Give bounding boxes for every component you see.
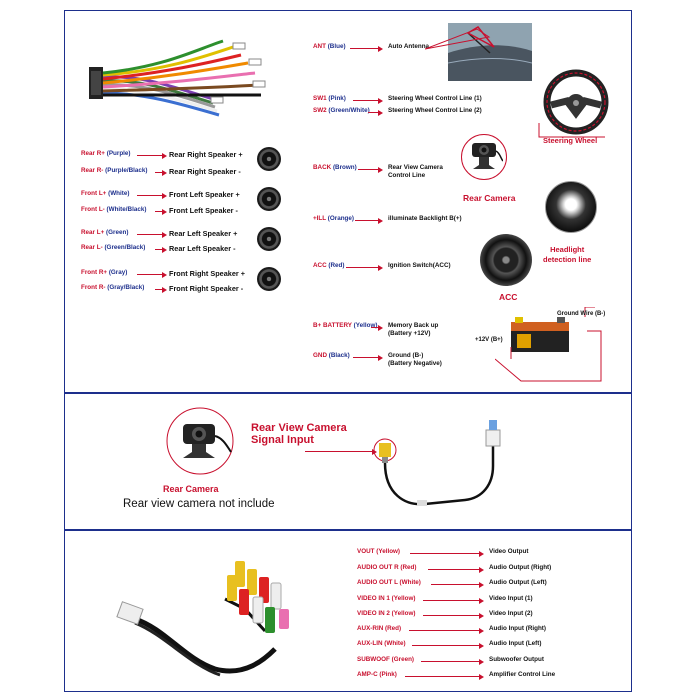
rca-wire-name: AUDIO OUT R (Red) <box>357 564 417 571</box>
rca-wire-function: Audio Output (Left) <box>489 579 547 586</box>
speaker-function: Rear Left Speaker + <box>169 229 238 238</box>
headlight-caption-line2: detection line <box>543 255 592 264</box>
rca-wire-name: AUX-LIN (White) <box>357 640 406 647</box>
rca-wire-function: Audio Input (Left) <box>489 640 542 647</box>
wire-name: ACC <box>313 262 327 269</box>
speaker-function: Rear Right Speaker - <box>169 167 241 176</box>
rca-wire-name: VIDEO IN 1 (Yellow) <box>357 595 416 602</box>
wire-name: SW2 <box>313 107 327 114</box>
camera-input-panel <box>64 393 632 530</box>
wire-function: illuminate Backlight B(+) <box>388 215 462 222</box>
wire-color: (Blue) <box>327 43 346 50</box>
wire-color: (Green/White) <box>328 107 370 114</box>
signal-title-line1: Rear View Camera <box>251 422 347 434</box>
wire-color: (Black) <box>328 352 350 359</box>
rca-harness-panel <box>64 530 632 692</box>
wire-color: (Purple/Black) <box>105 167 148 174</box>
wire-name: B+ BATTERY <box>313 322 352 329</box>
wire-function: Memory Back up <box>388 322 439 329</box>
rca-wire-name: AMP-C (Pink) <box>357 671 397 678</box>
rca-wire-name: AUDIO OUT L (White) <box>357 579 421 586</box>
antenna-pointer <box>425 25 495 55</box>
camera-cable-image <box>365 414 515 524</box>
rca-wire-function: Subwoofer Output <box>489 656 544 663</box>
wire-color: (Gray) <box>108 269 128 276</box>
wire-function-line2: (Battery Negative) <box>388 360 442 367</box>
rca-wire-function: Amplifier Control Line <box>489 671 556 678</box>
rca-wire-function: Video Output <box>489 548 529 555</box>
wire-function: Rear View Camera <box>388 164 443 171</box>
main-harness-image <box>83 37 283 127</box>
steering-wheel-caption: Steering Wheel <box>543 136 598 145</box>
wire-color: (Green) <box>106 229 129 236</box>
wire-color: (Pink) <box>328 95 346 102</box>
rca-wire-name: VOUT (Yellow) <box>357 548 401 555</box>
wire-color: (Orange) <box>327 215 355 222</box>
wire-name: Rear R- <box>81 167 104 174</box>
wire-color: (Brown) <box>332 164 357 171</box>
wire-name: +ILL <box>313 215 327 222</box>
rca-wire-function: Video Input (1) <box>489 595 533 602</box>
acc-caption: ACC <box>499 292 518 302</box>
wire-name: BACK <box>313 164 332 171</box>
rca-wire-function: Audio Input (Right) <box>489 625 547 632</box>
rca-harness-image <box>95 539 315 689</box>
wire-name: Front R- <box>81 284 106 291</box>
speaker-icon <box>257 147 281 171</box>
camera-note: Rear view camera not include <box>123 498 275 510</box>
speaker-function: Front Left Speaker + <box>169 190 240 199</box>
wire-color: (Green/Black) <box>104 244 146 251</box>
wire-name: GND <box>313 352 327 359</box>
wire-function: Steering Wheel Control Line (1) <box>388 95 482 102</box>
rear-camera-icon <box>467 139 503 173</box>
speaker-function: Front Right Speaker - <box>169 284 244 293</box>
wire-function: Ignition Switch(ACC) <box>388 262 451 269</box>
wire-function: Ground (B-) <box>388 352 424 359</box>
wire-color: (Red) <box>328 262 345 269</box>
wire-name: ANT <box>313 43 326 50</box>
rear-camera-icon <box>165 406 235 476</box>
speaker-function: Front Right Speaker + <box>169 269 246 278</box>
power-speaker-harness-panel <box>64 10 632 393</box>
rca-wire-function: Video Input (2) <box>489 610 533 617</box>
wire-name: Front R+ <box>81 269 108 276</box>
signal-title-line2: Signal Input <box>251 434 314 446</box>
wire-color: (Gray/Black) <box>107 284 145 291</box>
wire-name: Rear L- <box>81 244 103 251</box>
speaker-function: Rear Right Speaker + <box>169 150 243 159</box>
wire-function-line2: (Battery +12V) <box>388 330 431 337</box>
wire-function-line2: Control Line <box>388 172 426 179</box>
wire-function: Auto Antenna <box>388 43 430 50</box>
headlight-caption <box>543 245 591 265</box>
speaker-icon <box>257 267 281 291</box>
speaker-icon <box>257 227 281 251</box>
battery-wiring <box>495 307 605 387</box>
wire-name: Front L+ <box>81 190 107 197</box>
wire-name: Front L- <box>81 206 105 213</box>
rca-wire-name: VIDEO IN 2 (Yellow) <box>357 610 416 617</box>
wire-color: (White) <box>108 190 130 197</box>
rca-wire-name: SUBWOOF (Green) <box>357 656 415 663</box>
speaker-function: Rear Left Speaker - <box>169 244 236 253</box>
rear-camera-caption: Rear Camera <box>463 193 516 203</box>
headlight-image <box>545 181 597 233</box>
wire-name: Rear R+ <box>81 150 105 157</box>
battery-plus-label: +12V (B+) <box>475 337 503 343</box>
acc-ignition-image <box>480 234 532 286</box>
wire-color: (Yellow) <box>353 322 378 329</box>
wire-name: SW1 <box>313 95 327 102</box>
wire-color: (White/Black) <box>106 206 147 213</box>
rca-wire-name: AUX-RIN (Red) <box>357 625 402 632</box>
wire-function: Steering Wheel Control Line (2) <box>388 107 482 114</box>
speaker-icon <box>257 187 281 211</box>
signal-input-title <box>251 422 347 446</box>
wire-color: (Purple) <box>106 150 131 157</box>
rear-camera-caption: Rear Camera <box>163 484 219 494</box>
wire-name: Rear L+ <box>81 229 105 236</box>
speaker-function: Front Left Speaker - <box>169 206 238 215</box>
rca-wire-function: Audio Output (Right) <box>489 564 552 571</box>
ground-wire-label: Ground Wire (B-) <box>557 311 606 317</box>
headlight-caption-line1: Headlight <box>550 245 585 254</box>
